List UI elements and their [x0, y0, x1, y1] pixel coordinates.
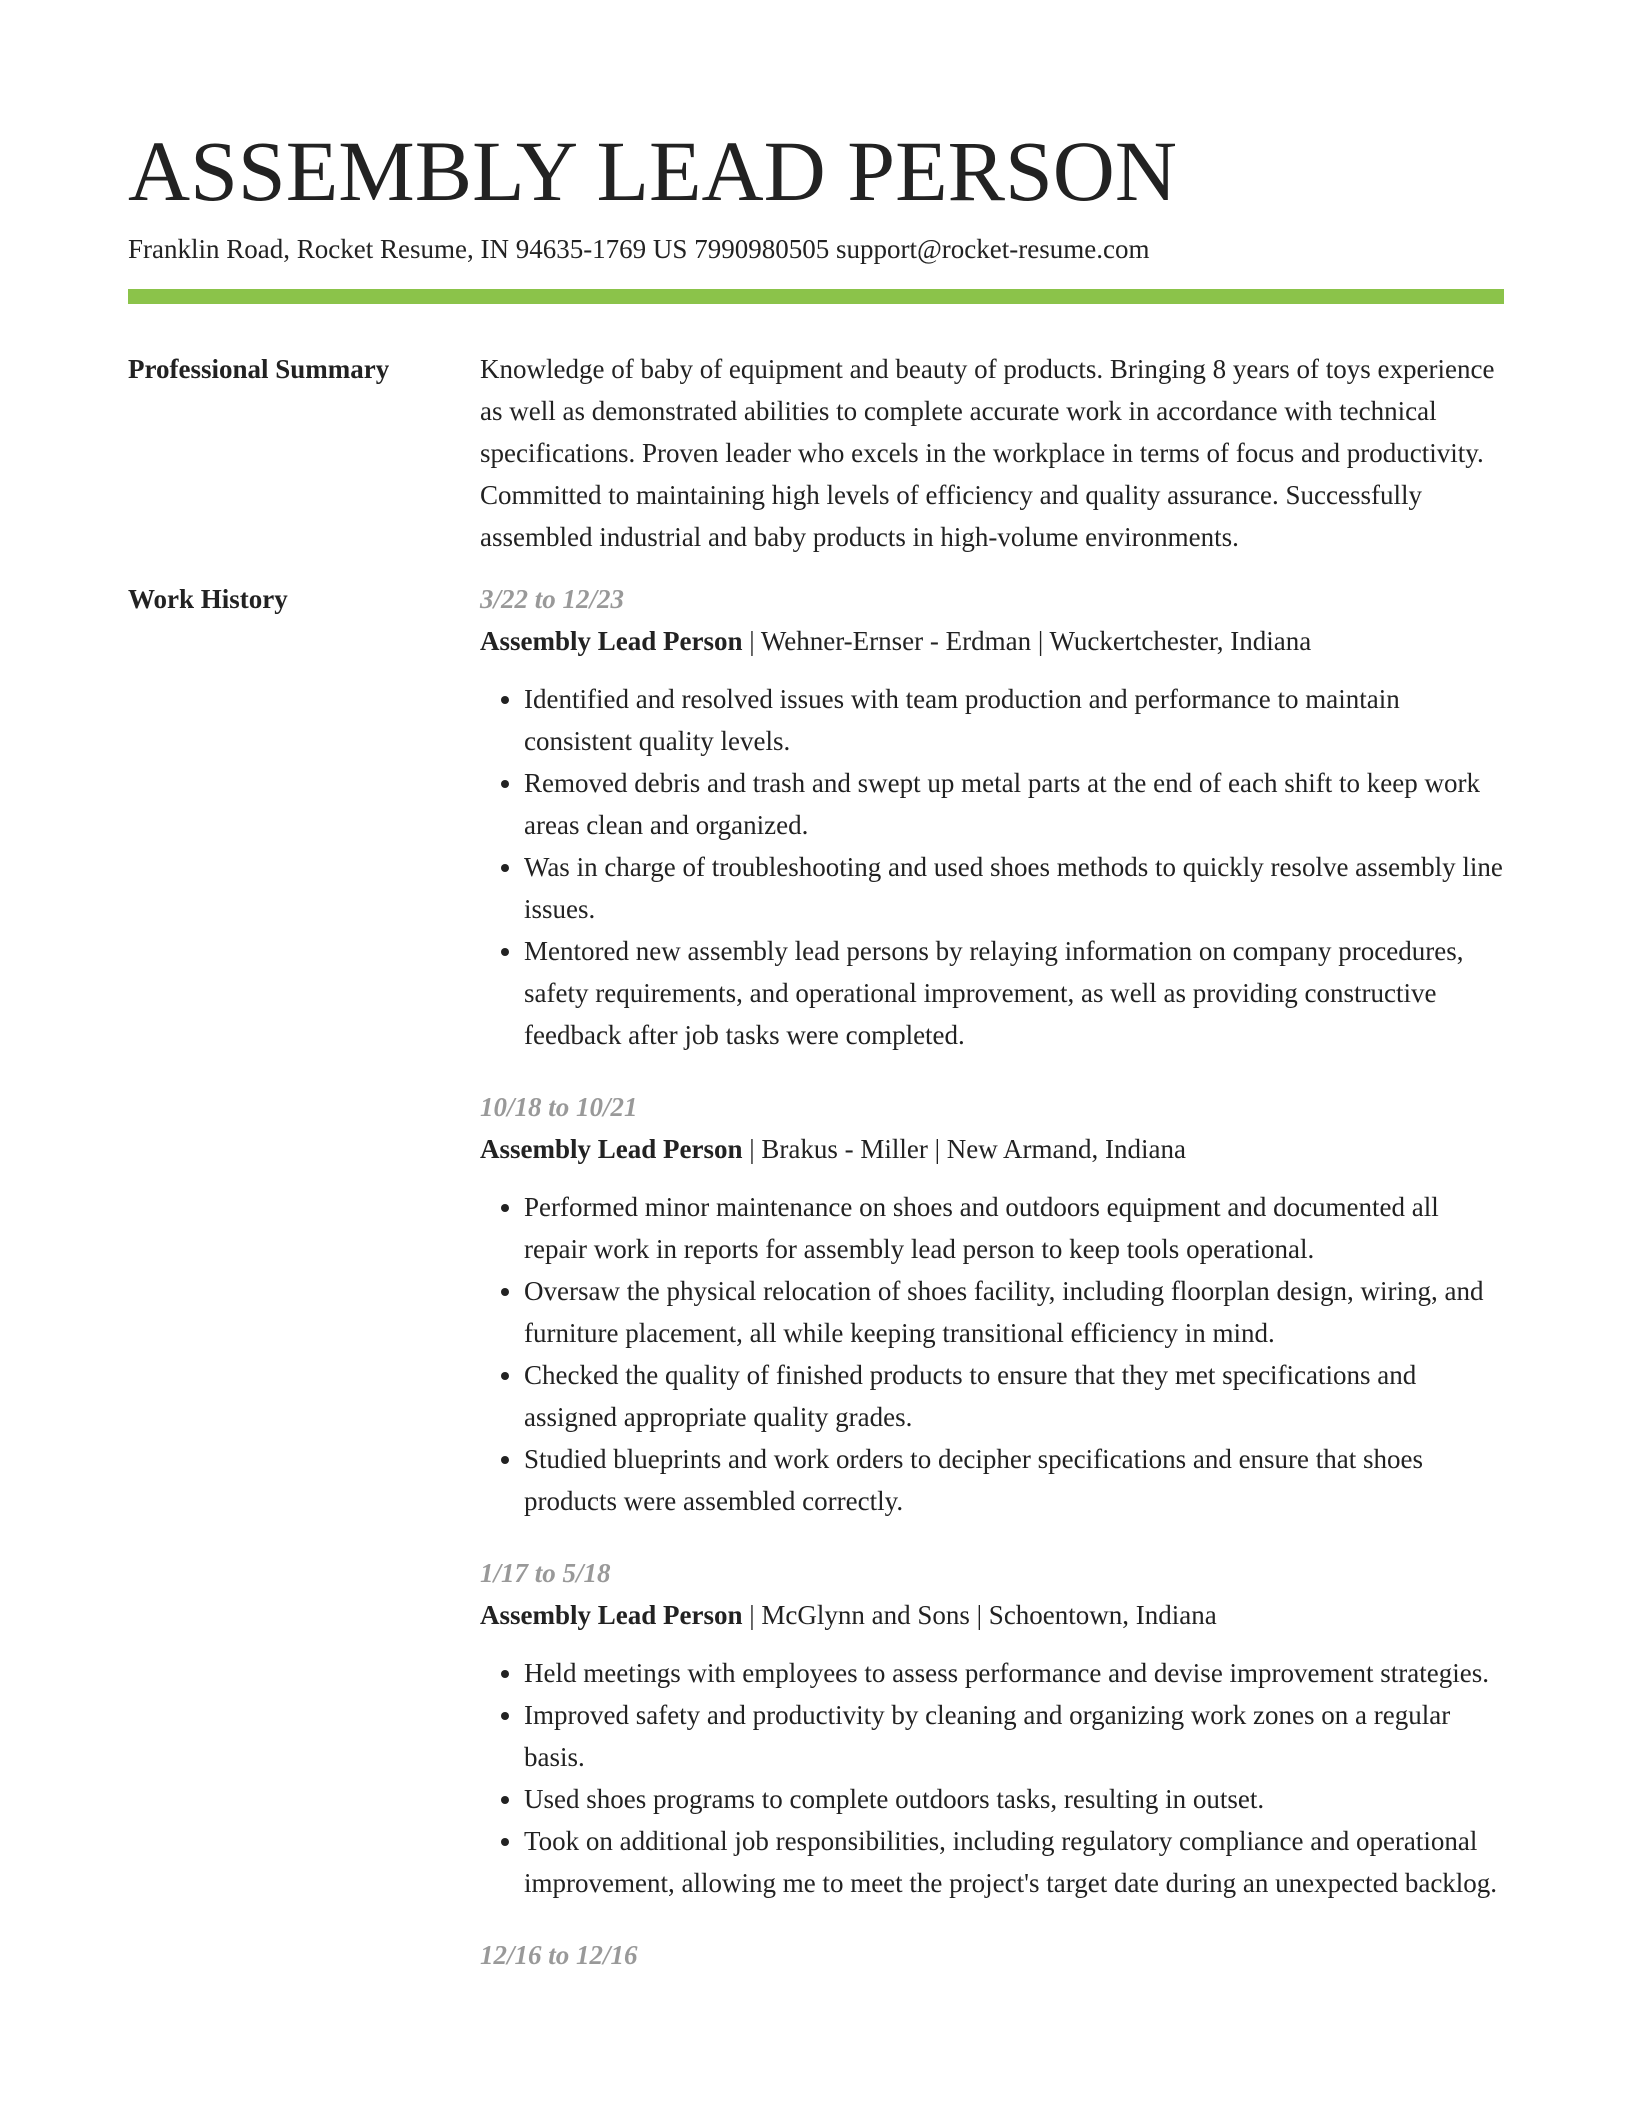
work-history-label: Work History — [128, 584, 288, 614]
job-bullet: • Performed minor maintenance on shoes and outdoors equipment and documented all repair work in reports for assembly lead person to keep tools operational. — [524, 1186, 1504, 1270]
job-bullet: • Held meetings with employees to assess performance and devise improvement strategies. — [524, 1652, 1504, 1694]
job-bullet: • Studied blueprints and work orders to decipher specifications and ensure that shoes products were assembled correctly. — [524, 1438, 1504, 1522]
job-title: Assembly Lead Person — [480, 626, 743, 656]
professional-summary-label: Professional Summary — [128, 354, 390, 384]
professional-summary-body — [480, 348, 1504, 558]
job-bullet: • Checked the quality of finished products to ensure that they met specifications and assigned appropriate quality grades. — [524, 1354, 1504, 1438]
work-history-body — [480, 578, 1504, 2006]
job-bullet: • Removed debris and trash and swept up metal parts at the end of each shift to keep work areas clean and organized. — [524, 762, 1504, 846]
job-bullet-list — [480, 678, 1504, 1056]
job-entry — [480, 578, 1504, 1056]
job-details: | McGlynn and Sons | Schoentown, Indiana — [742, 1600, 1217, 1630]
job-bullet: • Was in charge of troubleshooting and used shoes methods to quickly resolve assembly line issues. — [524, 846, 1504, 930]
job-bullet: • Mentored new assembly lead persons by relaying information on company procedures, safety requirements, and operational improvement, as well as providing constructive feedback after job tasks were completed. — [524, 930, 1504, 1056]
work-history-section — [128, 578, 1504, 2006]
job-dates: 10/18 to 10/21 — [480, 1092, 638, 1122]
professional-summary-text: Knowledge of baby of equipment and beauty of products. Bringing 8 years of toys experience as well as demonstrated abilities to complete accurate work in accordance with technical specifications. Proven leader who excels in the workplace in terms of focus and productivity. Committed to maintaining high levels of efficiency and quality assurance. Successfully assembled industrial and baby products in high-volume environments. — [480, 354, 1495, 552]
job-title-line — [480, 620, 1504, 662]
professional-summary-section — [128, 348, 1504, 558]
job-bullet: • Improved safety and productivity by cleaning and organizing work zones on a regular basis. — [524, 1694, 1504, 1778]
job-title-line — [480, 1128, 1504, 1170]
contact-line: Franklin Road, Rocket Resume, IN 94635-1769 US 7990980505 support@rocket-resume.com — [128, 234, 1150, 264]
job-bullet: • Oversaw the physical relocation of shoes facility, including floorplan design, wiring, and furniture placement, all while keeping transitional efficiency in mind. — [524, 1270, 1504, 1354]
job-entry — [480, 1086, 1504, 1522]
job-bullet: • Identified and resolved issues with team production and performance to maintain consistent quality levels. — [524, 678, 1504, 762]
job-dates: 12/16 to 12/16 — [480, 1940, 638, 1970]
resume-name: ASSEMBLY LEAD PERSON — [128, 123, 1178, 219]
header-divider — [128, 289, 1504, 304]
job-details: | Wehner-Ernser - Erdman | Wuckertchester, Indiana — [742, 626, 1312, 656]
job-entry — [480, 1552, 1504, 1904]
job-bullet: • Used shoes programs to complete outdoors tasks, resulting in outset. — [524, 1778, 1504, 1820]
job-entry — [480, 1934, 1504, 1976]
job-dates: 3/22 to 12/23 — [480, 584, 625, 614]
job-title-line — [480, 1594, 1504, 1636]
job-details: | Brakus - Miller | New Armand, Indiana — [742, 1134, 1186, 1164]
job-bullet-list — [480, 1186, 1504, 1522]
job-dates: 1/17 to 5/18 — [480, 1558, 611, 1588]
job-title: Assembly Lead Person — [480, 1134, 743, 1164]
job-title: Assembly Lead Person — [480, 1600, 743, 1630]
job-bullet: • Took on additional job responsibilities, including regulatory compliance and operational improvement, allowing me to meet the project's target date during an unexpected backlog. — [524, 1820, 1504, 1904]
job-bullet-list — [480, 1652, 1504, 1904]
